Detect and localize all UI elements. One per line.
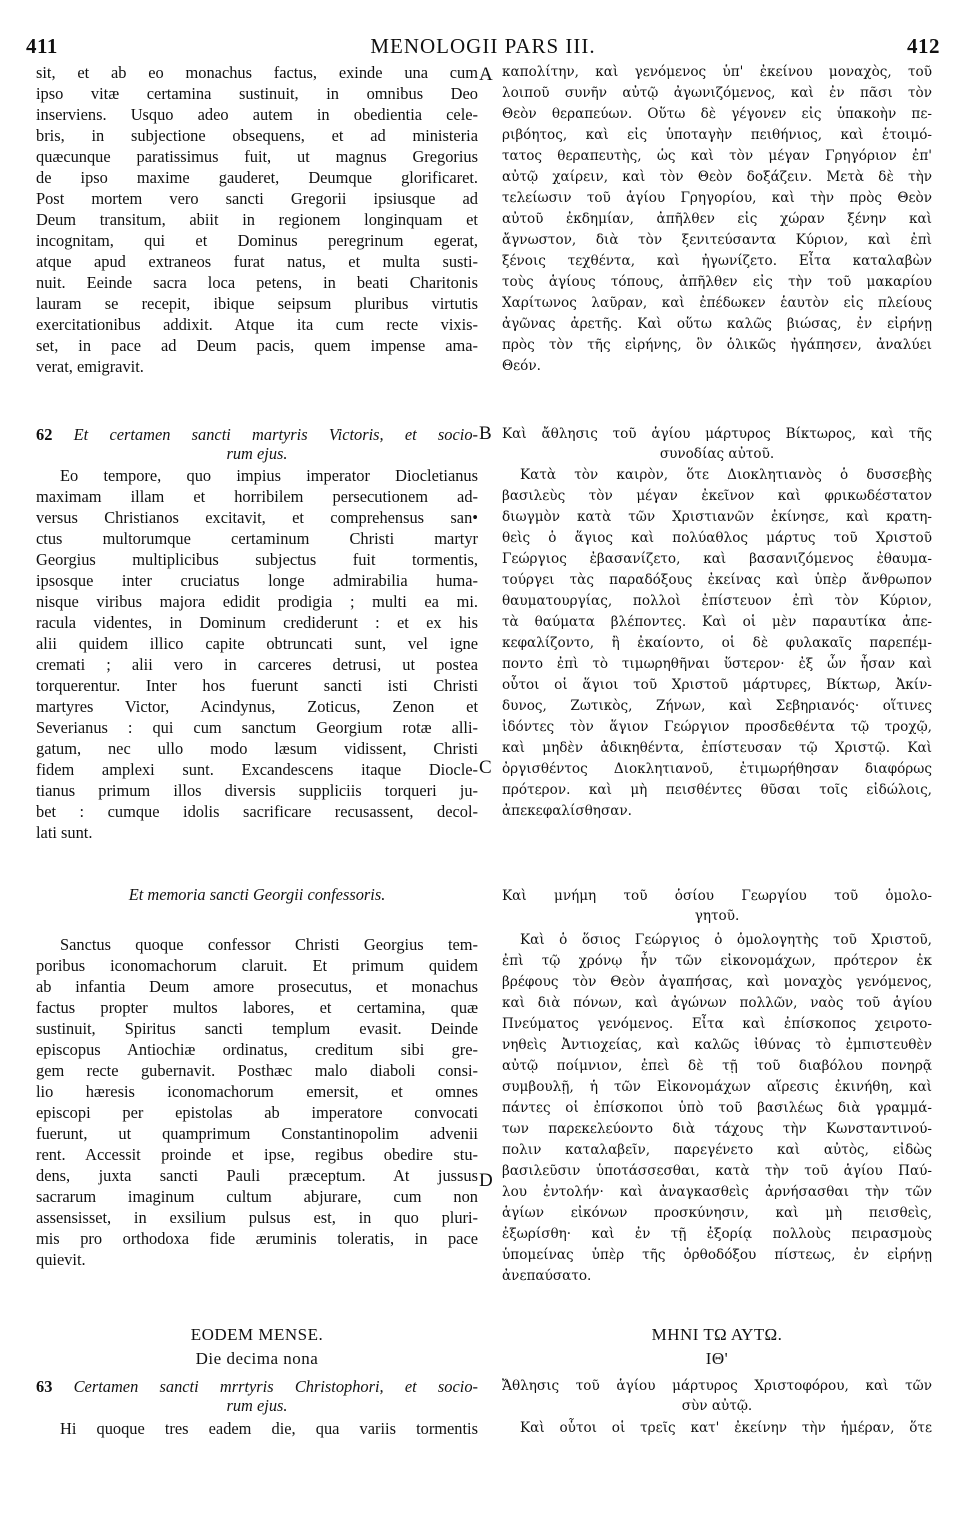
text-line: τὰ θαύματα βλέποντες. Καὶ οἱ μὲν παραυτίκα ἀπε-: [502, 614, 932, 630]
section-number: 63: [36, 1377, 53, 1396]
text-line: lati sunt.: [36, 823, 93, 842]
text-line: sacrarum imaginum cultum abjurare, cum non: [36, 1187, 478, 1206]
text-line: ἄγνωστον, διὰ τὸν ξενιτεύσαντα Κύριον, καὶ ἐπὶ: [502, 232, 932, 248]
text-line: Καὶ ὁ ὅσιος Γεώργιος ὁ ὁμολογητὴς τοῦ Χριστοῦ,: [520, 932, 932, 948]
text-line: gem recte gubernavit. Posthæc malo diaboli consi-: [36, 1061, 478, 1080]
heading-text: συνοδίας αὐτοῦ.: [659, 446, 775, 462]
text-line: assensisset, in exsilium pulsus est, in quo pluri-: [36, 1208, 478, 1227]
text-line: tianus primum illos diversis suppliciis torqueri ju-: [36, 781, 478, 800]
text-line: episcopus Antiochiæ ordinatus, creditum sibi gre-: [36, 1040, 478, 1059]
text-line: λου ἐντολήν· καὶ ἀναγκασθεὶς ἀρνήσασθαι τὴν τῶν: [502, 1184, 932, 1200]
heading-text: σὺν αὐτῷ.: [681, 1398, 753, 1414]
greek-paragraph-2: [502, 465, 932, 822]
heading-text: Certamen sancti mrrtyris Christophori, et socio-: [73, 1377, 478, 1396]
text-line: τούργει τὰς παραδόξους ἐκείνας καὶ ὑπὲρ ἄνθρωπον: [502, 572, 932, 588]
text-line: poribus iconomachorum claruit. Et primum quidem: [36, 956, 478, 975]
greek-paragraph-1: [502, 62, 932, 377]
text-line: ἰδόντες τὸν ἅγιον Γεώργιον προσδεθέντα τῷ τροχῷ,: [502, 719, 932, 735]
text-line: δυνος, Ζωτικὸς, Ζήνων, καὶ Σεβηριανός· οἵτινες: [502, 698, 932, 714]
running-title: MENOLOGII PARS III.: [370, 34, 596, 58]
text-line: Θεόν.: [502, 358, 541, 374]
marker-c: C: [479, 757, 492, 778]
text-line: inserviens. Usquo adeo autem in obedientia cele-: [36, 105, 478, 124]
greek-heading-63: [502, 1376, 932, 1415]
text-line: πρὸς τὸν τῆς εἰρήνης, ὃν ὁλικῶς ἠγάπησεν, ἀναλύει: [502, 337, 932, 353]
text-line: ἐπὶ τῷ χρόνῳ ἦν τῶν εἰκονομάχων, πρότερον ἐκ: [502, 953, 932, 969]
heading-text: rum ejus.: [226, 445, 288, 463]
text-line: νηθεὶς Ἀντιοχείας, καὶ καλῶς ἰθύνας τὸ ἐμπιστευθὲν: [502, 1037, 932, 1053]
text-line: ipso vitæ certamina sustinuit, in omnibus Deo: [36, 84, 478, 103]
text-line: bet : cumque idolis sacrificare recusassent, decol-: [36, 802, 478, 821]
marker-a: A: [479, 64, 493, 85]
text-line: Πνεύματος γενόμενος. Εἶτα καὶ ἐπίσκοπος χειροτο-: [502, 1016, 932, 1032]
text-line: bris, in subjectione obsequens, et ad ministeria: [36, 126, 478, 145]
heading-text: Et memoria sancti Georgii confessoris.: [128, 885, 386, 904]
text-line: τελείωσιν τοῦ ἁγίου Γρηγορίου, καὶ τὴν πρὸς Θεὸν: [502, 190, 932, 206]
text-line: καπολίτην, καὶ γενόμενος ὑπ' ἐκείνου μοναχὸς, τοῦ: [502, 64, 932, 80]
text-line: πολιν καταλαβεῖν, παρεγένετο καὶ αὐτὸς, εἰδὼς: [502, 1142, 932, 1158]
text-line: Eo tempore, quo impius imperator Diocletianus: [60, 466, 478, 485]
heading-text: Et certamen sancti martyris Victoris, et socio-: [73, 425, 478, 444]
text-line: fuerunt, ut quamprimum Constantinopolim advenii: [36, 1124, 478, 1143]
section-number: 62: [36, 425, 53, 444]
text-line: Χαρίτωνος λαῦραν, καὶ ἐπέδωκεν ἑαυτὸν εἰς πλείους: [502, 295, 932, 311]
text-line: καὶ μηδὲν ἀδικηθέντα, ἐπίστευσαν τῷ Χριστῷ. Καὶ: [502, 740, 932, 756]
text-line: ξένοις τεχθέντα, καὶ ἠγωνίζετο. Εἶτα καταλαβὼν: [502, 253, 932, 269]
text-line: maximam illam et horribilem persecutionem ad-: [36, 487, 478, 506]
greek-paragraph-3: [502, 930, 932, 1287]
text-line: quæcunque paratissimus fuit, ut magnus Gregorius: [36, 147, 478, 166]
text-line: λοιποῦ συνῆν αὐτῷ ἀγωνιζόμενος, καὶ ἐν πᾶσι τὸν: [502, 85, 932, 101]
greek-month-heading: [502, 1324, 932, 1369]
right-page-number: 412: [907, 34, 940, 58]
text-line: βασιλεὺς τὸν μέγαν ἐκεῖνον καὶ φρικωδέστατον: [502, 488, 932, 504]
day-title: Die decima nona: [195, 1349, 319, 1368]
text-line: ab infantia Deum amore prosecutus, et monachus: [36, 977, 478, 996]
text-line: de ipso maxime gauderet, Deumque glorificaret.: [36, 168, 478, 187]
text-line: κεφαλίζοντο, ἢ ἐκαίοντο, οἱ δὲ φυλακαῖς παρεπέμ-: [502, 635, 932, 651]
text-line: lauram se recepit, ibique seipsum pluribus virtutis: [36, 294, 478, 313]
day-number: ΙΘ': [705, 1349, 729, 1368]
heading-text: Καὶ ἄθλησις τοῦ ἁγίου μάρτυρος Βίκτωρος, καὶ τῆς: [502, 426, 932, 442]
month-title: ΜΗΝΙ ΤΩ ΑΥΤΩ.: [651, 1325, 783, 1344]
text-line: ἀπεκεφαλίσθησαν.: [502, 803, 632, 819]
latin-paragraph-2: [36, 465, 478, 843]
text-line: nisque viribus majora edidit prodigia ; multi ea mi.: [36, 592, 478, 611]
text-line: Hi quoque tres eadem die, qua variis tormentis: [60, 1419, 478, 1438]
text-line: lio hæresis iconomachorum emersit, et omnes: [36, 1082, 478, 1101]
text-line: Deum transitum, abiit in regionem longinquam et: [36, 210, 478, 229]
text-line: Κατὰ τὸν καιρὸν, ὅτε Διοκλητιανὸς ὁ δυσσεβὴς: [520, 467, 932, 483]
eodem-mense-heading: [36, 1324, 478, 1369]
greek-heading-62: [502, 424, 932, 463]
text-line: ὀργισθέντος Διοκλητιανοῦ, ἐτιμωρήθησαν διαφόρως: [502, 761, 932, 777]
text-line: βρέφους τὸν Θεὸν ἀγαπήσας, καὶ μοναχὸς γενόμενος,: [502, 974, 932, 990]
heading-text: Καὶ μνήμη τοῦ ὁσίου Γεωργίου τοῦ ὁμολο-: [502, 888, 932, 904]
text-line: ριβόητος, καὶ εἰς ὑποταγὴν πειθήνιος, καὶ ἑτοιμό-: [502, 127, 932, 143]
text-line: factus propter multos labores, et certamina, quæ: [36, 998, 478, 1017]
text-line: gatum, nec ullo modo læsum vidissent, Christi: [36, 739, 478, 758]
text-line: alii quidem illico capite obtruncati sunt, vel igne: [36, 634, 478, 653]
text-line: ἀγῶνας ἀρετῆς. Καὶ οὕτω καλῶς βιώσας, ἐν εἰρήνῃ: [502, 316, 932, 332]
text-line: versus Christianos excitavit, et comprehensus san•: [36, 508, 478, 527]
text-line: Sanctus quoque confessor Christi Georgius tem-: [60, 935, 478, 954]
text-line: Post mortem vero sancti Gregorii ipsiusque ad: [36, 189, 478, 208]
text-line: fidem amplexi sunt. Excandescens itaque Diocle-: [36, 760, 478, 779]
text-line: αὐτῷ ποίμνιον, ἐπεὶ δὲ τῇ τοῦ διαβόλου πονηρᾷ: [502, 1058, 932, 1074]
text-line: αὐτῷ χαίρειν, καὶ τὸν Θεὸν δοξάζειν. Μετὰ δὲ τὴν: [502, 169, 932, 185]
text-line: martyres Victor, Acindynus, Zoticus, Zenon et: [36, 697, 478, 716]
text-line: ctus multorumque certaminum Christi martyr: [36, 529, 478, 548]
text-line: atque apud extraneos furat natus, et multa susti-: [36, 252, 478, 271]
text-line: rent. Accessit proinde et ipse, regibus obedire stu-: [36, 1145, 478, 1164]
text-line: exercitationibus addixit. Atque ita cum recte vixis-: [36, 315, 478, 334]
text-line: Θεὸν θεραπεύων. Οὕτω δὲ γέγονεν εἰς ὑπακοὴν πε-: [502, 106, 932, 122]
text-line: βασιλεῦσιν ὑποτάσσεσθαι, κατὰ τὴν τοῦ ἁγίου Παύ-: [502, 1163, 932, 1179]
text-line: θεὶς ὁ ἅγιος καὶ πολύαθλος μάρτυς τοῦ Χριστοῦ: [502, 530, 932, 546]
month-title: EODEM MENSE.: [190, 1325, 324, 1344]
text-line: torquerentur. Inter hos fuerunt sancti isti Christi: [36, 676, 478, 695]
left-page-number: 411: [26, 34, 58, 58]
text-line: των παρεκελεύοντο διὰ τάχους τὴν Κωνσταντινού-: [502, 1121, 932, 1137]
heading-text: rum ejus.: [226, 1397, 288, 1415]
latin-paragraph-1: [36, 62, 478, 377]
marker-b: B: [479, 423, 492, 444]
text-line: nuit. Eeinde sacra loca petens, in beati Charitonis: [36, 273, 478, 292]
text-line: ποντο ἐπὶ τὸ τιμωρηθῆναι ὕστερον· ἐξ ὧν ἦσαν καὶ: [502, 656, 932, 672]
text-line: πρότερον. καὶ μὴ πεισθέντες θῦσαι τοῖς εἰδώλοις,: [502, 782, 932, 798]
heading-text: γητοῦ.: [694, 908, 740, 924]
text-line: θαυματουργίας, πολλοὶ ἐπίστευον ἐπὶ τὸν Κύριον,: [502, 593, 932, 609]
text-line: set, in pace ad Deum pacis, quem impense ama-: [36, 336, 478, 355]
text-line: Καὶ οὗτοι οἱ τρεῖς κατ' ἐκείνην τὴν ἡμέραν, ὅτε: [520, 1420, 932, 1436]
text-line: Severianus : qui cum sanctum Georgium rotæ alli-: [36, 718, 478, 737]
text-line: πάντες οἱ ἐπίσκοποι ὑπὸ τοῦ βασιλέως διὰ γραμμά-: [502, 1100, 932, 1116]
text-line: Georgius multiplicibus subjectus fuit tormentis,: [36, 550, 478, 569]
text-line: cremati ; alii vero in carceres detrusi, ut postea: [36, 655, 478, 674]
latin-paragraph-3: [36, 934, 478, 1270]
heading-63: [36, 1376, 478, 1415]
text-line: mis pro orthodoxa fide æruminis toleratis, in pace: [36, 1229, 478, 1248]
text-line: dens, juxta sancti Pauli præceptum. At jussus: [36, 1166, 478, 1185]
page-header: [22, 34, 944, 64]
heading-text: Ἄθλησις τοῦ ἁγίου μάρτυρος Χριστοφόρου, καὶ τῶν: [502, 1378, 932, 1394]
marker-d: D: [479, 1170, 493, 1191]
text-line: συμβουλῇ, ἡ τῶν Εἰκονομάχων αἵρεσις ἐκινήθη, καὶ: [502, 1079, 932, 1095]
greek-paragraph-4: [502, 1418, 932, 1439]
text-line: τατος θεραπευτὴς, ὡς καὶ τὸν μέγαν Γρηγόριον ἐπ': [502, 148, 932, 164]
heading-memoria: [36, 884, 478, 905]
text-line: racula videntes, in Dominum crediderunt : et ex his: [36, 613, 478, 632]
text-line: sustinuit, Spiritus sancti templum evasit. Deinde: [36, 1019, 478, 1038]
text-line: Γεώργιος ἐβασανίζετο, καὶ βασανιζόμενος ἐθαυμα-: [502, 551, 932, 567]
greek-heading-memoria: [502, 886, 932, 925]
text-line: ἀνεπαύσατο.: [502, 1268, 592, 1284]
text-line: ἐξωρίσθη· καὶ ἐν τῇ ἐξορίᾳ πολλοὺς πειρασμοὺς: [502, 1226, 932, 1242]
text-line: incognitam, qui et Dominus peregrinum egerat,: [36, 231, 478, 250]
heading-62: [36, 424, 478, 463]
text-line: ὑπομείνας ὑπὲρ τῆς ὀρθοδόξου πίστεως, ἐν εἰρήνῃ: [502, 1247, 932, 1263]
text-line: ipsosque inter cruciatus longe admirabilia huma-: [36, 571, 478, 590]
text-line: sit, et ab eo monachus factus, exinde una cum: [36, 63, 478, 82]
text-line: ἁγίων εἰκόνων προσκύνησιν, καὶ μὴ πεισθεὶς,: [502, 1205, 932, 1221]
text-line: episcopi per epistolas ab imperatore convocati: [36, 1103, 478, 1122]
text-line: οὗτοι οἱ ἅγιοι τοῦ Χριστοῦ μάρτυρες, Βίκτωρ, Ἀκίν-: [502, 677, 932, 693]
text-line: καὶ διὰ πόνων, καὶ ἀγώνων πολλῶν, ναὸς τοῦ ἁγίου: [502, 995, 932, 1011]
text-line: τοὺς ἁγίους τόπους, ἀπῆλθεν εἰς τὴν τοῦ μακαρίου: [502, 274, 932, 290]
text-line: διωγμὸν κατὰ τῶν Χριστιανῶν ἐκίνησε, καὶ κρατη-: [502, 509, 932, 525]
text-line: αὐτοῦ ἐκδημίαν, ἀπῆλθεν εἰς χώραν ξένην καὶ: [502, 211, 932, 227]
text-line: verat, emigravit.: [36, 357, 144, 376]
text-line: quievit.: [36, 1250, 86, 1269]
latin-paragraph-4: [36, 1418, 478, 1439]
